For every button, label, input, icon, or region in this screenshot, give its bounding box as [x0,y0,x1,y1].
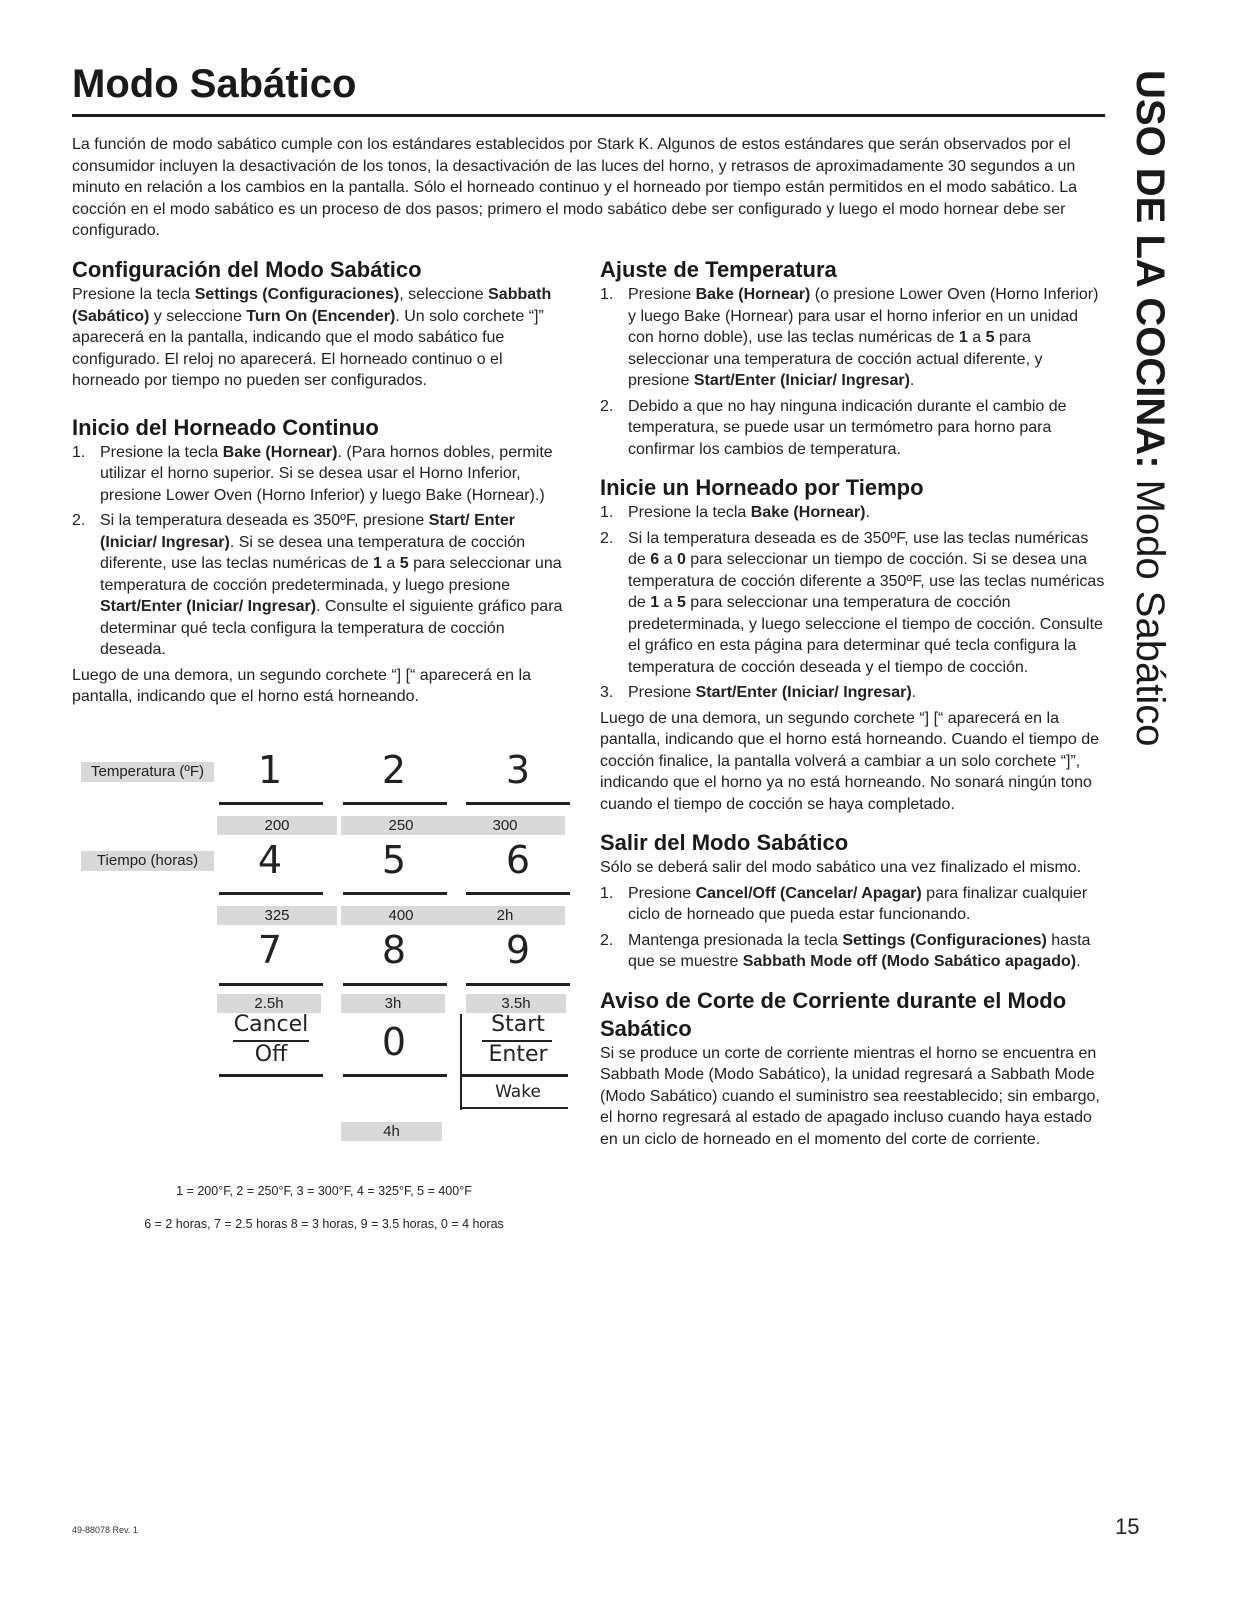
list-item: 1. Presione Bake (Hornear) (o presione Lower Oven (Horno Inferior) y luego Bake (Hornear) para usar el horno inferior en un unidad con horno doble), use las teclas numéricas de 1 a 5 para seleccionar una temperatura de cocción actual diferente, y presione Start/Enter (Iniciar/ Ingresar). [600,286,1099,389]
list-item: 2. Debido a que no hay ninguna indicación durante el cambio de temperatura, se puede usar un termómetro para horno para confirmar los cambios de temperatura. [600,397,1067,458]
key-3-value: 300 [445,816,565,835]
keypad-note-temperatures: 1 = 200°F, 2 = 250°F, 3 = 300°F, 4 = 325°F, 5 = 400°F [176,1184,472,1198]
continuo-after: Luego de una demora, un segundo corchete “] [“ aparecerá en la pantalla, indicando que el horno está horneando. [72,666,531,705]
key-3: 3 [505,748,531,792]
key-4: 4 [257,838,283,882]
list-item: 1. Presione la tecla Bake (Hornear). (Para hornos dobles, permite utilizar el horno superior. Si se desea usar el Horno Inferior, presione Lower Oven (Horno Inferior) y luego Bake (Hornear).) [72,443,553,504]
key-5-value: 400 [341,906,461,925]
key-2: 2 [381,748,407,792]
right-column [600,256,1108,1150]
key-9: 9 [505,928,531,972]
ajuste-steps [600,284,1108,460]
intro-paragraph: La función de modo sabático cumple con los estándares establecidos por Stark K. Algunos de estos estándares que serán observados por el consumidor incluyen la desactivación de los tonos, la desactivación de las luces del horno, y retrasos de aproximadamente 30 segundos a un minuto en relación a los cambios en la pantalla. Sólo el horneado continuo y el horneado por tiempo están permitidos en el modo sabático. La cocción en el modo sabático es un proceso de dos pasos; primero el modo sabático debe ser configurado y luego el modo hornear debe ser configurado. [72,136,1078,239]
cancel-key-label: Cancel [233,1012,309,1037]
key-underline [462,1074,568,1077]
config-heading: Configuración del Modo Sabático [72,257,422,282]
temperature-label: Temperatura (ºF) [81,762,214,782]
list-item: 2. Si la temperatura deseada es 350ºF, presione Start/ Enter (Iniciar/ Ingresar). Si se desea una temperatura de cocción diferente, use las teclas numéricas de 1 a 5 para seleccionar una temperatura de cocción predeterminada, y luego presione Start/Enter (Iniciar/ Ingresar). Consulte el siguiente gráfico para determinar qué tecla configura la temperatura de cocción deseada. [72,512,563,658]
left-column [72,256,572,708]
key-underline [466,983,570,986]
off-key-label: Off [254,1042,288,1067]
key-underline [343,983,447,986]
salir-steps [600,883,1108,973]
key-1: 1 [257,748,283,792]
key-1-value: 200 [217,816,337,835]
key-underline [466,892,570,895]
tiempo-heading: Inicie un Horneado por Tiempo [600,475,924,500]
ajuste-heading: Ajuste de Temperatura [600,257,837,282]
salir-paragraph: Sólo se deberá salir del modo sabático una vez finalizado el mismo. [600,859,1082,876]
tiempo-steps [600,502,1108,704]
key-8: 8 [381,928,407,972]
key-underline [343,892,447,895]
key-underline [343,802,447,805]
key-9-value: 3.5h [466,994,566,1013]
key-underline [219,983,323,986]
key-8-value: 3h [341,994,445,1013]
sidebar-title: USO DE LA COCINA: Modo Sabático [1128,70,1172,747]
aviso-paragraph: Si se produce un corte de corriente mientras el horno se encuentra en Sabbath Mode (Modo Sabático), la unidad regresará a Sabbath Mode (Modo Sabático) cuando el suministro sea reestablecido; sin embargo, el horno regresará al estado de apagado incluso cuando haya estado en un ciclo de horneado en el momento del corte de corriente. [600,1044,1100,1148]
page-number: 15 [1115,1514,1140,1539]
list-item: 2. Mantenga presionada la tecla Settings (Configuraciones) hasta que se muestre Sabbath Mode off (Modo Sabático apagado). [600,931,1091,970]
section-sidebar [1118,70,1178,747]
list-item: 3. Presione Start/Enter (Iniciar/ Ingresar). [600,684,917,701]
time-label: Tiempo (horas) [81,851,214,871]
key-underline [219,892,323,895]
wake-underline [460,1107,568,1109]
list-item: 2. Si la temperatura deseada es de 350ºF, use las teclas numéricas de 6 a 0 para seleccionar un tiempo de cocción. Si se desea una temperatura de cocción diferente a 350ºF, use las teclas numéricas de 1 a 5 para seleccionar una temperatura de cocción predeterminada, y luego seleccione el tiempo de cocción. Consulte el gráfico en esta página para determinar qué tecla configura la temperatura de cocción deseada y el tiempo de cocción. [600,529,1105,676]
key-0-value: 4h [341,1122,442,1141]
enter-key-label: Enter [488,1042,548,1067]
keypad-note-times: 6 = 2 horas, 7 = 2.5 horas 8 = 3 horas, 9 = 3.5 horas, 0 = 4 horas [144,1217,504,1231]
key-0: 0 [381,1020,407,1064]
key-4-value: 325 [217,906,337,925]
wake-key-label: Wake [495,1082,541,1102]
key-underline [466,802,570,805]
tiempo-after: Luego de una demora, un segundo corchete “] [“ aparecerá en la pantalla, indicando que el horno está horneando. Cuando el tiempo de cocción finalice, la pantalla volverá a cambiar a un solo corchete “]”, indicando que el horno ya no está horneando. No sonará ningún tono cuando el tiempo de cocción se haya completado. [600,709,1100,813]
continuo-heading: Inicio del Horneado Continuo [72,414,379,440]
key-7-value: 2.5h [217,994,321,1013]
title-rule [72,114,1105,117]
key-6: 6 [505,838,531,882]
key-7: 7 [257,928,283,972]
list-item: 1. Presione Cancel/Off (Cancelar/ Apagar) para finalizar cualquier ciclo de horneado que pueda estar funcionando. [600,884,1088,923]
start-key-border [460,1014,462,1110]
list-item: 1. Presione la tecla Bake (Hornear). [600,504,870,521]
config-paragraph: Presione la tecla Settings (Configuraciones), seleccione Sabbath (Sabático) y seleccione Turn On (Encender). Un solo corchete “]” aparecerá en la pantalla, indicando que el modo sabático fue configurado. El reloj no aparecerá. El horneado continuo o el horneado por tiempo no pueden ser configurados. [72,286,552,389]
key-6-value: 2h [445,906,565,925]
key-5: 5 [381,838,407,882]
continuo-steps [72,442,572,661]
salir-heading: Salir del Modo Sabático [600,830,849,855]
key-2-value: 250 [341,816,461,835]
key-underline [343,1074,447,1077]
key-underline [219,1074,323,1077]
start-key-label: Start [491,1012,545,1037]
document-code: 49-88078 Rev. 1 [72,1525,138,1535]
aviso-heading: Aviso de Corte de Corriente durante el Modo Sabático [600,987,1067,1041]
page-title: Modo Sabático [72,62,357,106]
key-underline [219,802,323,805]
